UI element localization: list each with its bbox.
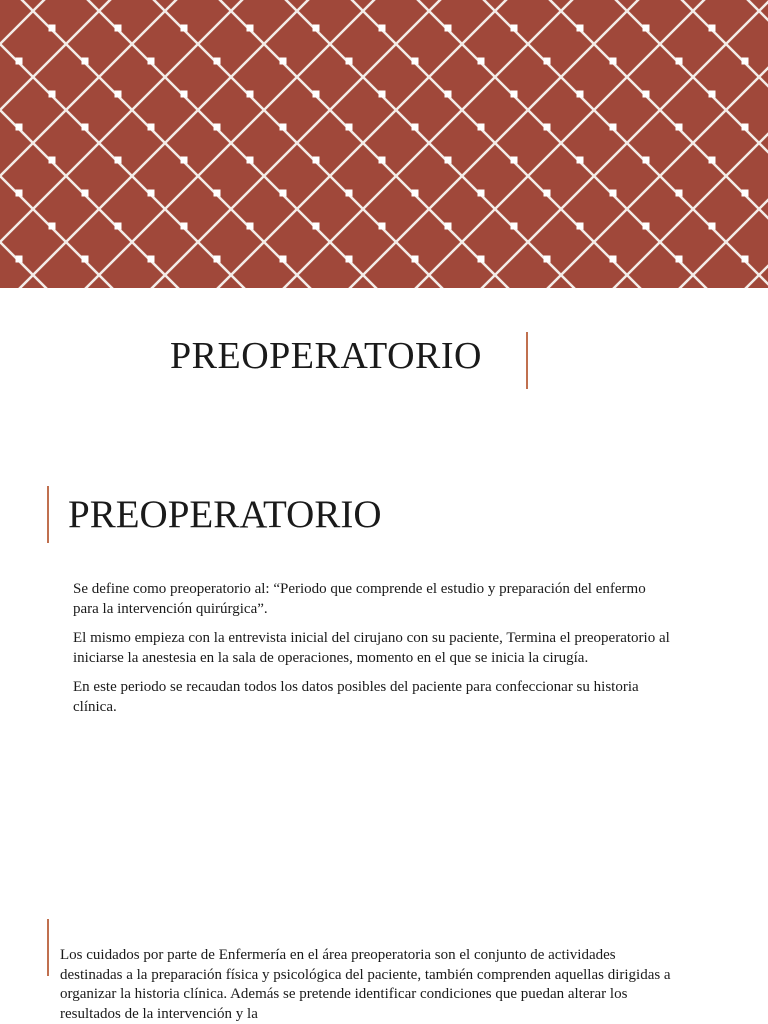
lattice-dot bbox=[379, 223, 386, 230]
lattice-dot bbox=[478, 190, 485, 197]
slide1-title: PREOPERATORIO bbox=[170, 335, 482, 377]
lattice-dot bbox=[610, 256, 617, 263]
lattice-dot bbox=[412, 124, 419, 131]
lattice-dot bbox=[610, 124, 617, 131]
lattice-dot bbox=[280, 124, 287, 131]
lattice-dot bbox=[379, 25, 386, 32]
lattice-dot bbox=[412, 190, 419, 197]
lattice-dot bbox=[676, 124, 683, 131]
lattice-dot bbox=[478, 256, 485, 263]
lattice-dot bbox=[115, 25, 122, 32]
lattice-dot bbox=[49, 223, 56, 230]
lattice-dot bbox=[742, 190, 749, 197]
lattice-dot bbox=[214, 256, 221, 263]
lattice-dot bbox=[610, 190, 617, 197]
lattice-dot bbox=[511, 157, 518, 164]
lattice-dot bbox=[610, 58, 617, 65]
lattice-dot bbox=[49, 157, 56, 164]
lattice-dot bbox=[742, 58, 749, 65]
lattice-dot bbox=[148, 58, 155, 65]
lattice-dot bbox=[676, 190, 683, 197]
lattice-dot bbox=[709, 91, 716, 98]
banner-background bbox=[0, 0, 768, 288]
lattice-dot bbox=[16, 58, 23, 65]
lattice-dot bbox=[445, 91, 452, 98]
lattice-dot bbox=[181, 157, 188, 164]
lattice-dot bbox=[214, 58, 221, 65]
lattice-dot bbox=[742, 124, 749, 131]
lattice-dot bbox=[643, 157, 650, 164]
lattice-dot bbox=[346, 58, 353, 65]
lattice-dot bbox=[577, 223, 584, 230]
lattice-dot bbox=[313, 223, 320, 230]
slide2-title: PREOPERATORIO bbox=[68, 493, 382, 536]
lattice-dot bbox=[478, 124, 485, 131]
lattice-dot bbox=[148, 124, 155, 131]
lattice-dot bbox=[214, 124, 221, 131]
lattice-dot bbox=[709, 223, 716, 230]
lattice-dot bbox=[247, 157, 254, 164]
lattice-dot bbox=[16, 190, 23, 197]
lattice-dot bbox=[181, 223, 188, 230]
lattice-dot bbox=[82, 256, 89, 263]
lattice-dot bbox=[115, 223, 122, 230]
slide2-accent-bar bbox=[47, 486, 49, 543]
lattice-dot bbox=[148, 256, 155, 263]
lattice-dot bbox=[82, 124, 89, 131]
lattice-dot bbox=[412, 256, 419, 263]
lattice-dot bbox=[16, 256, 23, 263]
lattice-dot bbox=[49, 25, 56, 32]
lattice-dot bbox=[511, 25, 518, 32]
lattice-dot bbox=[511, 91, 518, 98]
lattice-dot bbox=[511, 223, 518, 230]
lattice-dot bbox=[181, 25, 188, 32]
lattice-dot bbox=[478, 58, 485, 65]
lattice-dot bbox=[577, 91, 584, 98]
lattice-dot bbox=[643, 91, 650, 98]
lattice-dot bbox=[82, 190, 89, 197]
lattice-dot bbox=[49, 91, 56, 98]
lattice-dot bbox=[676, 256, 683, 263]
lattice-dot bbox=[214, 190, 221, 197]
decorative-banner bbox=[0, 0, 768, 288]
lattice-pattern bbox=[0, 0, 768, 288]
slide3-body: Los cuidados por parte de Enfermería en el área preoperatoria son el conjunto de actividades destinadas a la preparación física y psicológica del paciente, también comprenden aquellas dirigidas a organizar la historia clínica. Además se pretende identificar condiciones que puedan alterar los resultados de la intervención y la bbox=[60, 947, 671, 1022]
lattice-dot bbox=[709, 25, 716, 32]
lattice-dot bbox=[709, 157, 716, 164]
lattice-dot bbox=[16, 124, 23, 131]
lattice-dot bbox=[346, 190, 353, 197]
lattice-dot bbox=[313, 25, 320, 32]
lattice-dot bbox=[544, 190, 551, 197]
lattice-dot bbox=[445, 223, 452, 230]
lattice-dot bbox=[148, 190, 155, 197]
lattice-dot bbox=[280, 256, 287, 263]
slide2-body bbox=[73, 580, 673, 727]
lattice-dot bbox=[544, 256, 551, 263]
lattice-dot bbox=[82, 58, 89, 65]
lattice-dot bbox=[115, 91, 122, 98]
slide1-accent-bar bbox=[526, 332, 528, 389]
lattice-dot bbox=[643, 223, 650, 230]
slide2-paragraph-definition: Se define como preoperatorio al: “Periodo que comprende el estudio y preparación del enfermo para la intervención quirúrgica”. bbox=[73, 581, 646, 617]
slide2-paragraph-data: En este periodo se recaudan todos los datos posibles del paciente para confeccionar su historia clínica. bbox=[73, 679, 639, 715]
lattice-dot bbox=[181, 91, 188, 98]
lattice-dot bbox=[577, 157, 584, 164]
lattice-dot bbox=[313, 91, 320, 98]
lattice-dot bbox=[247, 223, 254, 230]
lattice-dot bbox=[412, 58, 419, 65]
lattice-dot bbox=[247, 91, 254, 98]
slide2-paragraph-duration: El mismo empieza con la entrevista inicial del cirujano con su paciente, Termina el preoperatorio al iniciarse la anestesia en la sala de operaciones, momento en el que se inicia la cirugía. bbox=[73, 630, 670, 666]
lattice-dot bbox=[280, 190, 287, 197]
slide3-accent-bar bbox=[47, 919, 49, 976]
lattice-dot bbox=[313, 157, 320, 164]
lattice-dot bbox=[544, 124, 551, 131]
lattice-dot bbox=[346, 256, 353, 263]
lattice-dot bbox=[544, 58, 551, 65]
lattice-dot bbox=[643, 25, 650, 32]
lattice-dot bbox=[115, 157, 122, 164]
lattice-dot bbox=[280, 58, 287, 65]
lattice-dot bbox=[247, 25, 254, 32]
lattice-dot bbox=[445, 25, 452, 32]
lattice-dot bbox=[445, 157, 452, 164]
lattice-dot bbox=[577, 25, 584, 32]
lattice-dot bbox=[379, 157, 386, 164]
lattice-dot bbox=[346, 124, 353, 131]
lattice-dot bbox=[379, 91, 386, 98]
lattice-dot bbox=[676, 58, 683, 65]
lattice-dot bbox=[742, 256, 749, 263]
